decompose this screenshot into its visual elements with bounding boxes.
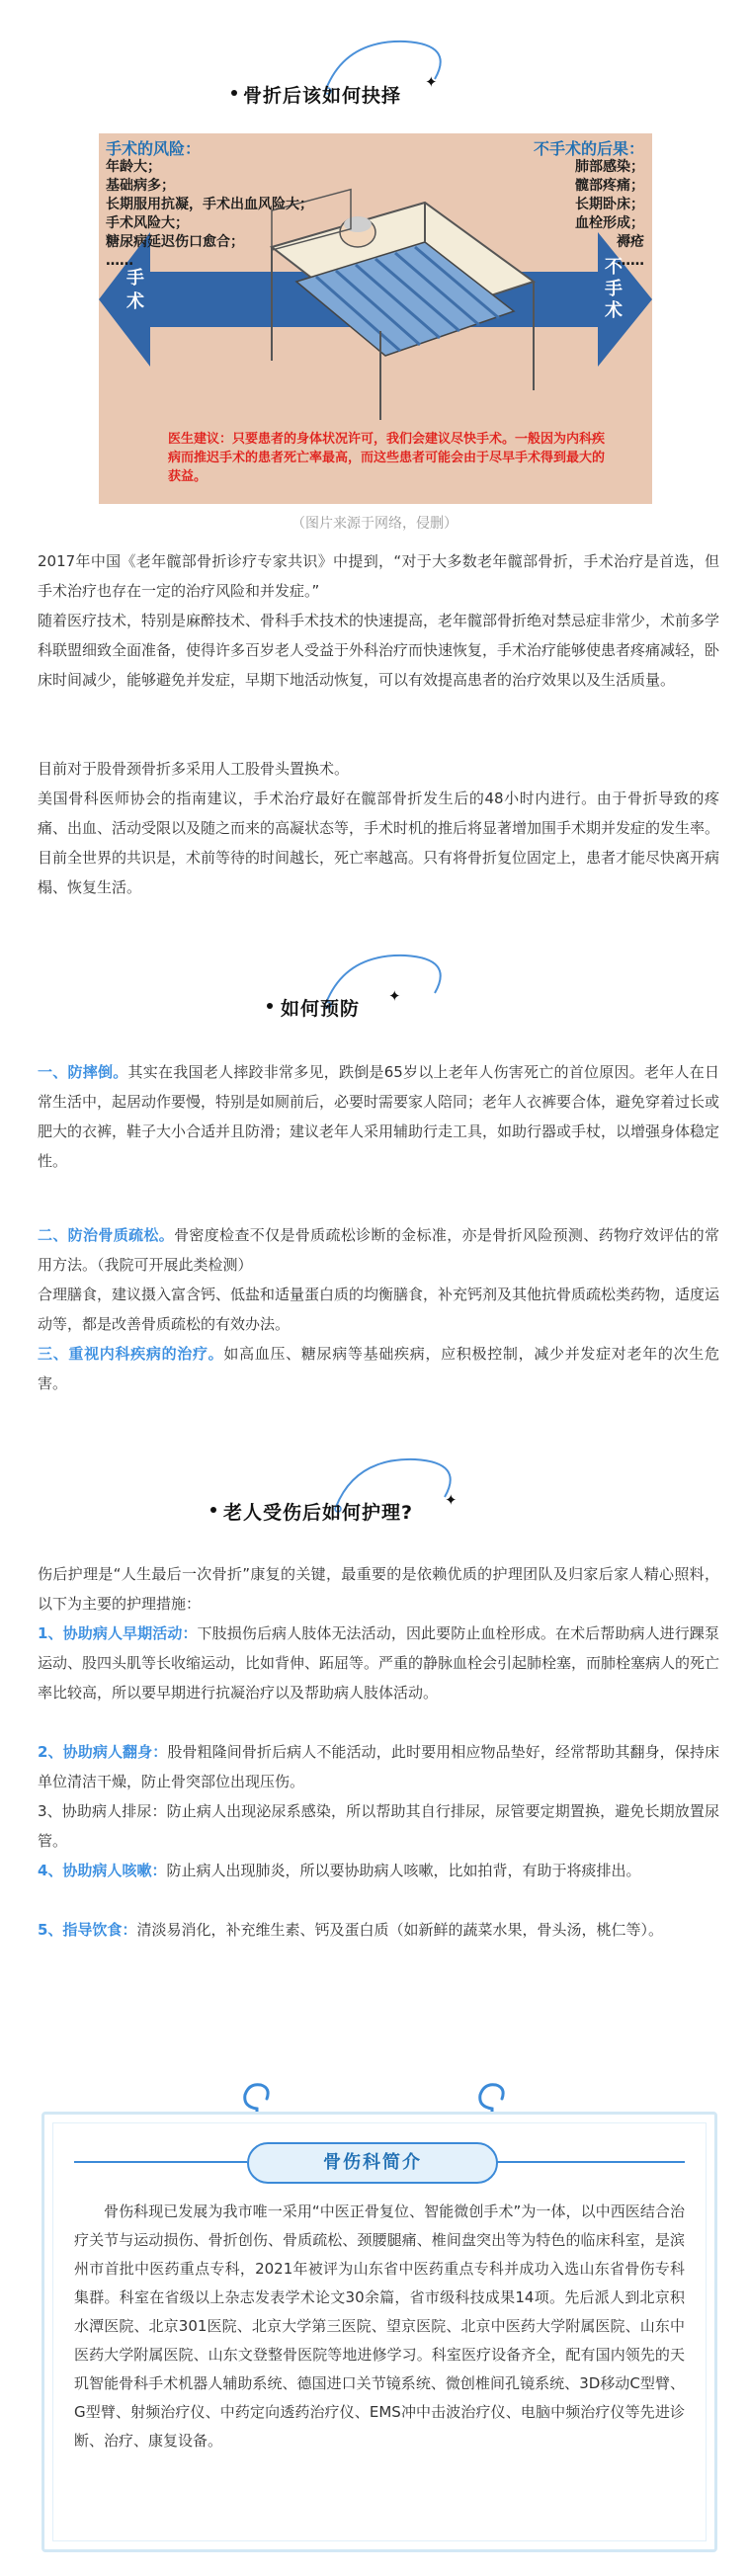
prevention-item [38, 1280, 719, 1339]
surgery-risk-illustration [99, 133, 652, 504]
care-item-text: 防止病人出现肺炎，所以要协助病人咳嗽，比如拍背，有助于将痰排出。 [166, 1862, 641, 1879]
care-item-label: 1、协助病人早期活动： [38, 1624, 198, 1642]
prevention-item [38, 1057, 719, 1176]
heading-dot [231, 90, 237, 96]
care-item [38, 1796, 719, 1856]
care-item [38, 1915, 719, 1945]
risk-item: 长期服用抗凝，手术出血风险大； [106, 197, 313, 212]
prevention-item-label: 一、防摔倒。 [38, 1063, 128, 1081]
care-item-text: 下肢损伤后病人肢体无法活动，因此要防止血栓形成。在术后帮助病人进行踝泵运动、股四头肌等长收缩运动，比如背伸、跖屈等。严重的静脉血栓会引起肺栓塞，而肺栓塞病人的死亡率比较高，所以要早期进行抗凝治疗以及帮助病人肢体活动。 [38, 1624, 720, 1702]
section-title: 骨折后该如何抉择 [243, 85, 402, 107]
section-heading-care [0, 1448, 749, 1537]
care-item-text: 股骨粗隆间骨折后病人不能活动，此时要用相应物品垫好，经常帮助其翻身，保持床单位清洁干燥，防止骨突部位出现压伤。 [38, 1743, 719, 1790]
section-heading-prevention [0, 944, 749, 1033]
heading-dot [210, 1507, 216, 1513]
prevention-item-label: 三、重视内科疾病的治疗。 [38, 1345, 224, 1363]
prevention-item [38, 1220, 719, 1280]
care-item-label: 3、协助病人排尿： [38, 1802, 167, 1820]
care-item-label: 2、协助病人翻身： [38, 1743, 168, 1761]
care-item-text: 清淡易消化，补充维生素、钙及蛋白质（如新鲜的蔬菜水果，骨头汤，桃仁等）。 [136, 1921, 663, 1939]
care-item [38, 1737, 719, 1796]
arrow-label-no-surgery: 不手术 [605, 257, 623, 321]
risk-item: 手术风险大； [106, 215, 189, 231]
prevention-item-text: 骨密度检查不仅是骨质疏松诊断的金标准，亦是骨折风险预测、药物疗效评估的常用方法。（我院可开展此类检测） [38, 1226, 719, 1274]
consequence-item: 血栓形成； [575, 215, 644, 231]
risk-item: 糖尿病延迟伤口愈合； [106, 234, 244, 250]
risk-item: 基础病多； [106, 178, 175, 194]
care-item-label: 4、协助病人咳嗽： [38, 1862, 167, 1879]
department-intro-box [42, 2112, 717, 2552]
image-caption: （图片来源于网络，侵删） [291, 516, 458, 532]
consequence-item: 髋部疼痛； [575, 178, 644, 194]
prevention-item-text: 合理膳食，建议摄入富含钙、低盐和适量蛋白质的均衡膳食，补充钙剂及其他抗骨质疏松类药物，适度运动等，都是改善骨质疏松的有效办法。 [38, 1286, 720, 1333]
consequence-item: 褥疮 [617, 234, 644, 250]
paragraph: 目前对于股骨颈骨折多采用人工股骨头置换术。 [38, 760, 350, 778]
care-intro: 伤后护理是“人生最后一次骨折”康复的关键，最重要的是依赖优质的护理团队及归家后家人精心照料，以下为主要的护理措施： [38, 1565, 719, 1613]
prevention-item [38, 1339, 719, 1398]
care-item-text: 防止病人出现泌尿系感染，所以帮助其自行排尿，尿管要定期置换，避免长期放置尿管。 [38, 1802, 719, 1850]
department-intro-text: 骨伤科现已发展为我市唯一采用“中医正骨复位、智能微创手术”为一体，以中西医结合治疗关节与运动损伤、骨折创伤、骨质疏松、颈腰腿痛、椎间盘突出等为特色的临床科室，是滨州市首批中医药重点专科，2021年被评为山东省中医药重点专科并成功入选山东省骨伤专科集群。科室在省级以上杂志发表学术论文30余篇，省市级科技成果14项。先后派人到北京积水潭医院、北京301医院、北京大学第三医院、望京医院、北京中医药大学附属医院、山东中医药大学附属医院、山东文登整骨医院等地进修学习。科室医疗设备齐全，配有国内领先的天玑智能骨科手术机器人辅助系统、德国进口关节镜系统、微创椎间孔镜系统、3D移动C型臂、G型臂、射频治疗仪、中药定向透药治疗仪、EMS冲中击波治疗仪、电脑中频治疗仪等先进诊断、治疗、康复设备。 [74, 2202, 685, 2450]
paragraph: 随着医疗技术，特别是麻醉技术、骨科手术技术的快速提高，老年髋部骨折绝对禁忌症非常少，术前多学科联盟细致全面准备，使得许多百岁老人受益于外科治疗而快速恢复，手术治疗能够使患者疼痛减轻，卧床时间减少，能够避免并发症，早期下地活动恢复，可以有效提高患者的治疗效果以及生活质量。 [38, 612, 720, 689]
doctor-advice: 医生建议：只要患者的身体状况许可，我们会建议尽快手术。一般因为内科疾病而推迟手术的患者死亡率最高，而这些患者可能会由于尽早手术得到最大的获益。 [168, 432, 606, 484]
prevention-item-text: 如高血压、糖尿病等基础疾病，应积极控制，减少并发症对老年的次生危害。 [38, 1345, 719, 1392]
no-surgery-consequence-list [534, 139, 644, 271]
sparkle-icon: ✦ [445, 1491, 458, 1509]
consequence-item: 长期卧床； [575, 197, 644, 212]
care-item [38, 1619, 719, 1707]
surgery-risk-list [106, 139, 313, 271]
sparkle-icon: ✦ [425, 73, 438, 91]
prevention-item-text: 其实在我国老人摔跤非常多见，跌倒是65岁以上老年人伤害死亡的首位原因。老年人在日常生活中，起居动作要慢，特别是如厕前后，必要时需要家人陪同；老年人衣裤要合体，避免穿着过长或肥大的衣裤，鞋子大小合适并且防滑；建议老年人采用辅助行走工具，如助行器或手杖，以增强身体稳定性。 [38, 1063, 720, 1170]
no-surgery-header: 不手术的后果： [533, 139, 644, 158]
risk-item: 年龄大； [106, 159, 161, 175]
department-intro-title: 骨伤科简介 [247, 2142, 498, 2184]
care-item [38, 1856, 719, 1885]
sparkle-icon: ✦ [388, 987, 401, 1005]
risk-item: …… [106, 253, 133, 269]
section-title: 老人受伤后如何护理? [223, 1502, 414, 1524]
consequence-item: 肺部感染； [575, 159, 644, 175]
title-rule-right [494, 2161, 685, 2163]
surgery-risk-header: 手术的风险： [106, 139, 202, 158]
care-item-label: 5、指导饮食： [38, 1921, 137, 1939]
arrow-label-surgery: 手术 [126, 268, 144, 312]
heading-dot [267, 1003, 273, 1009]
title-rule-left [74, 2161, 247, 2163]
paragraph: 2017年中国《老年髋部骨折诊疗专家共识》中提到，“对于大多数老年髋部骨折，手术治疗是首选，但手术治疗也存在一定的治疗风险和并发症。” [38, 552, 719, 600]
section-title: 如何预防 [281, 998, 361, 1020]
paragraph: 美国骨科医师协会的指南建议，手术治疗最好在髋部骨折发生后的48小时内进行。由于骨折导致的疼痛、出血、活动受限以及随之而来的高凝状态等，手术时机的推后将显著增加围手术期并发症的发生率。目前全世界的共识是，术前等待的时间越长，死亡率越高。只有将骨折复位固定上，患者才能尽快离开病榻、恢复生活。 [38, 789, 720, 896]
consequence-item: …… [617, 253, 644, 269]
section-heading-fracture-choice [0, 30, 749, 119]
prevention-item-label: 二、防治骨质疏松。 [38, 1226, 175, 1244]
